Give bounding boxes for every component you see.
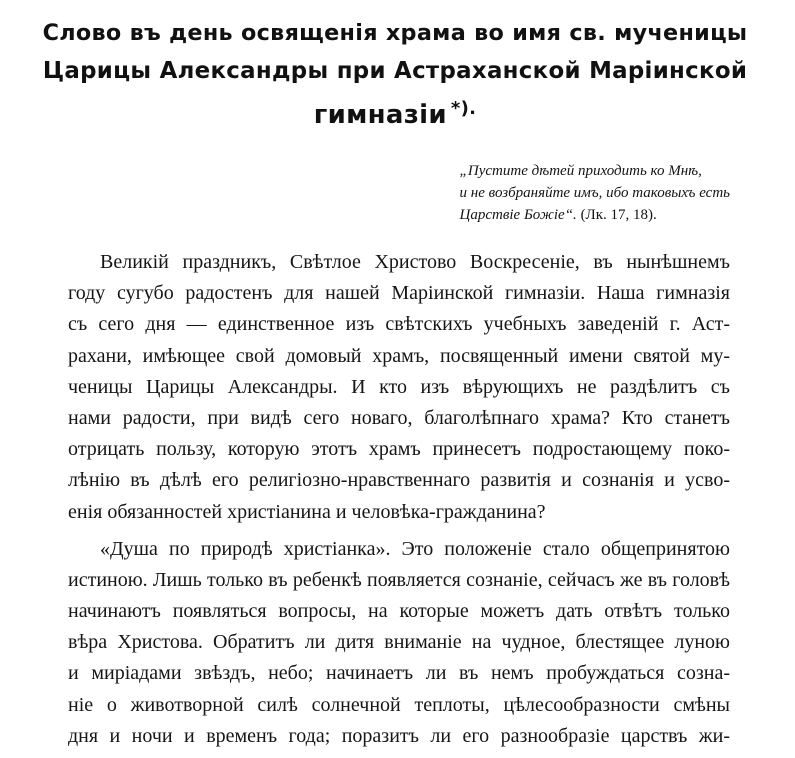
paragraph-line: рахани, имѣющее свой домовый храмъ, посвященный имени святой му-: [68, 344, 730, 367]
sermon-title: [40, 14, 750, 134]
paragraph-line: енія обязанностей христіанина и человѣка-гражданина?: [68, 500, 546, 523]
paragraph-line: и миріадами звѣздъ, небо; начинаетъ ли въ немъ пробуждаться созна-: [68, 662, 730, 685]
epigraph-line-3: [460, 204, 730, 226]
paragraph-line: ніе о животворной силѣ солнечной теплоты, цѣлесообразности смѣны: [68, 693, 730, 716]
paragraph-line: съ сего дня — единственное изъ свѣтскихъ учебныхъ заведеній г. Аст-: [68, 313, 730, 336]
title-line-1: Слово въ день освященія храма во имя св. мученицы: [42, 20, 748, 46]
body-text: [68, 247, 730, 758]
paragraph-line: году сугубо радостенъ для нашей Маріинской гимназіи. Наша гимназія: [68, 282, 730, 305]
paragraph-line: отрицать пользу, которую этотъ храмъ принесетъ подростающему поко-: [68, 438, 730, 461]
paragraph-1: [68, 247, 730, 528]
paragraph-line: дня и ночи и временъ года; поразитъ ли его разнообразіе царствъ жи-: [68, 724, 730, 747]
paragraph-line: нами радости, при видѣ сего новаго, благолѣпнаго храма? Кто станетъ: [68, 406, 730, 429]
title-line-3-text: гимназіи: [313, 100, 447, 130]
epigraph-line-2: и не возбраняйте имъ, ибо таковыхъ есть: [459, 185, 730, 201]
paragraph-line: «Душа по природѣ христіанка». Это положеніе стало общепринятою: [100, 537, 730, 560]
footnote-mark: *).: [450, 98, 477, 119]
epigraph-line-3-text: Царствіе Божіе“.: [459, 207, 577, 223]
epigraph-line-1: „Пустите дѣтей приходить ко Мнѣ,: [459, 163, 702, 179]
paragraph-line: истиною. Лишь только въ ребенкѣ появляется сознаніе, сейчасъ же въ головѣ: [68, 568, 730, 591]
epigraph: [300, 160, 730, 226]
epigraph-reference: (Лк. 17, 18).: [580, 207, 657, 223]
title-line-3: [40, 90, 750, 134]
paragraph-line: Великій праздникъ, Свѣтлое Христово Воскресеніе, въ нынѣшнемъ: [100, 251, 730, 273]
paragraph-2: [68, 534, 730, 752]
paragraph-line: начинаютъ появляться вопросы, на которые можетъ дать отвѣтъ только: [68, 600, 730, 623]
epigraph-lines: [460, 160, 730, 226]
paragraph-line: лѣнію въ дѣлѣ его религіозно-нравственнаго развитія и сознанія и усво-: [68, 469, 730, 492]
paragraph-line: ченицы Царицы Александры. И кто изъ вѣрующихъ не раздѣлитъ съ: [68, 375, 730, 398]
paragraph-line: вѣра Христова. Обратитъ ли дитя вниманіе на чудное, блестящее луною: [68, 631, 730, 654]
title-line-2: Царицы Александры при Астраханской Маріинской: [42, 58, 748, 84]
